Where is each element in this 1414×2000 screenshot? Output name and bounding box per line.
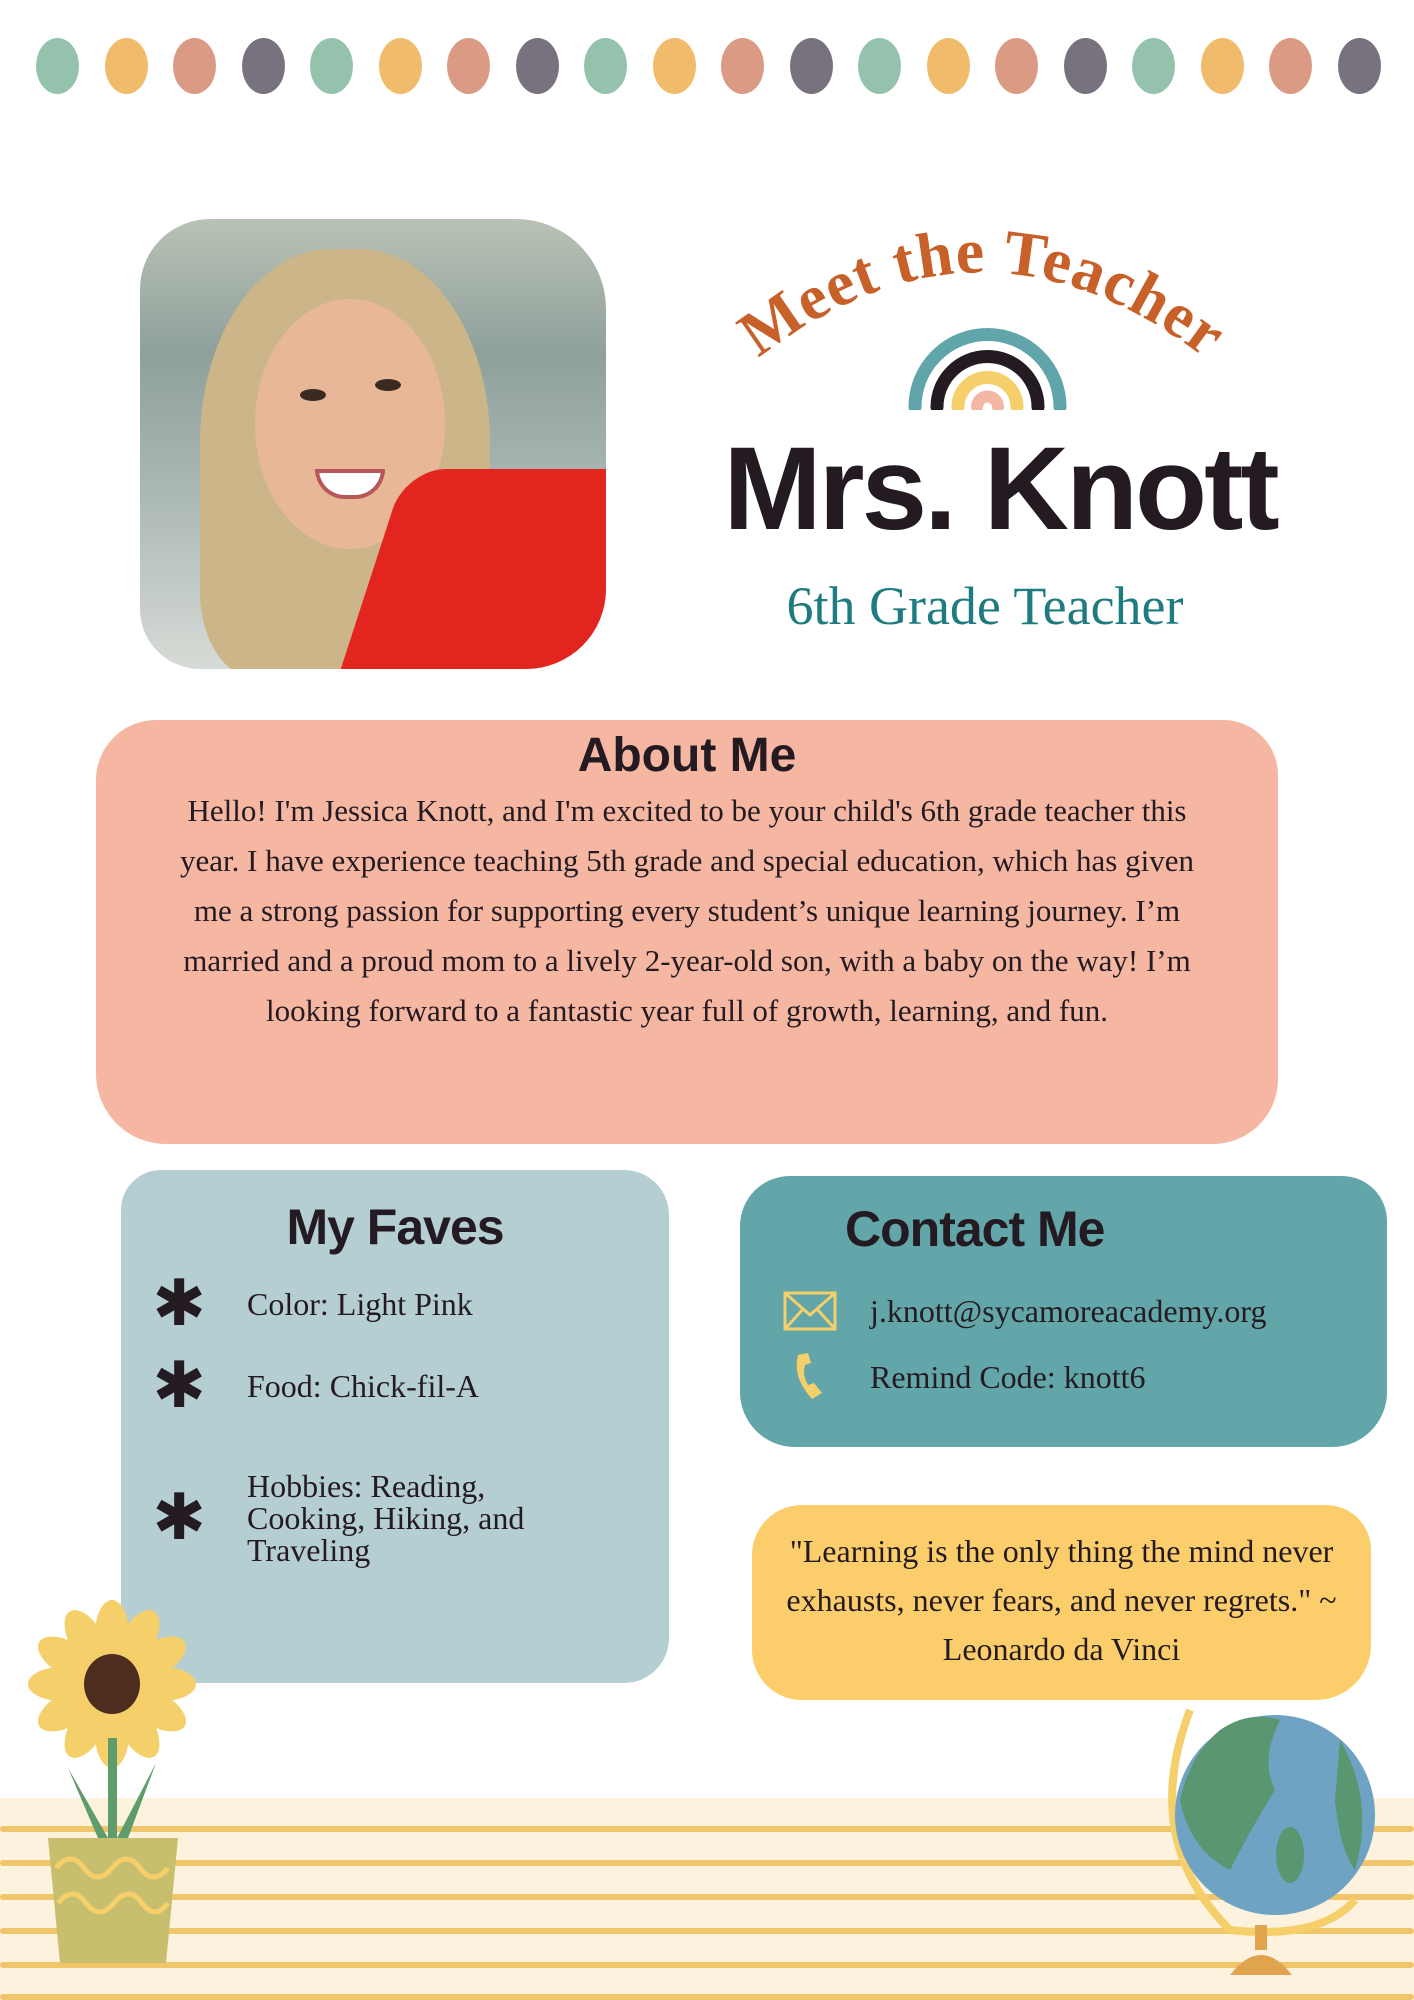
decorative-dot — [653, 38, 696, 94]
decorative-dot — [173, 38, 216, 94]
my-faves-title: My Faves — [286, 1199, 504, 1255]
contact-remind-row — [780, 1351, 1146, 1403]
decorative-dot — [242, 38, 285, 94]
fave-item-hobbies — [151, 1470, 607, 1566]
decorative-dot — [310, 38, 353, 94]
decorative-dot — [516, 38, 559, 94]
asterisk-icon: ✱ — [152, 1481, 206, 1555]
fave-text: Color: Light Pink — [247, 1286, 473, 1322]
rainbow-icon — [905, 305, 1070, 410]
quote-card — [752, 1505, 1371, 1700]
decorative-dot — [1064, 38, 1107, 94]
decorative-dot — [584, 38, 627, 94]
decorative-dot — [36, 38, 79, 94]
about-me-body: Hello! I'm Jessica Knott, and I'm excited to be your child's 6th grade teacher this year. I have experience teaching 5th grade and special education, which has given me a strong passion for supporting every student’s unique learning journey. I’m married and a proud mom to a lively 2-year-old son, with a baby on the way! I’m looking forward to a fantastic year full of growth, learning, and fun. — [180, 793, 1194, 1028]
decorative-dot — [790, 38, 833, 94]
fave-text: Hobbies: Reading, Cooking, Hiking, and Traveling — [247, 1468, 525, 1568]
quote-text: "Learning is the only thing the mind never exhausts, never fears, and never regrets." ~ Leonardo da Vinci — [786, 1533, 1337, 1667]
decorative-dot — [995, 38, 1038, 94]
sunflower-illustration — [28, 1598, 198, 1968]
about-me-title: About Me — [577, 729, 797, 782]
contact-me-title: Contact Me — [845, 1201, 1105, 1257]
decorative-dots-row — [36, 38, 1380, 96]
fave-text: Food: Chick-fil-A — [247, 1368, 479, 1404]
contact-me-card — [740, 1176, 1387, 1447]
about-me-card — [96, 720, 1278, 1144]
asterisk-icon: ✱ — [152, 1349, 206, 1423]
envelope-icon — [780, 1291, 840, 1331]
decorative-dot — [1132, 38, 1175, 94]
teacher-photo — [140, 219, 606, 669]
my-faves-card — [121, 1170, 669, 1683]
contact-email[interactable]: j.knott@sycamoreacademy.org — [870, 1292, 1267, 1329]
decorative-dot — [1338, 38, 1381, 94]
decorative-dot — [447, 38, 490, 94]
decorative-dot — [858, 38, 901, 94]
contact-email-row — [780, 1291, 1266, 1331]
fave-item-color — [151, 1267, 473, 1341]
decorative-dot — [1269, 38, 1312, 94]
teacher-role: 6th Grade Teacher — [786, 576, 1184, 636]
remind-code: Remind Code: knott6 — [870, 1358, 1146, 1395]
decorative-dot — [379, 38, 422, 94]
decorative-dot — [1201, 38, 1244, 94]
fave-item-food — [151, 1349, 479, 1423]
teacher-name: Mrs. Knott — [723, 423, 1277, 555]
kicker-text: Meet the Teacher — [725, 215, 1240, 371]
asterisk-icon: ✱ — [152, 1267, 206, 1341]
decorative-dot — [105, 38, 148, 94]
decorative-dot — [927, 38, 970, 94]
globe-illustration — [1150, 1700, 1380, 1980]
decorative-dot — [721, 38, 764, 94]
phone-icon — [780, 1351, 840, 1403]
